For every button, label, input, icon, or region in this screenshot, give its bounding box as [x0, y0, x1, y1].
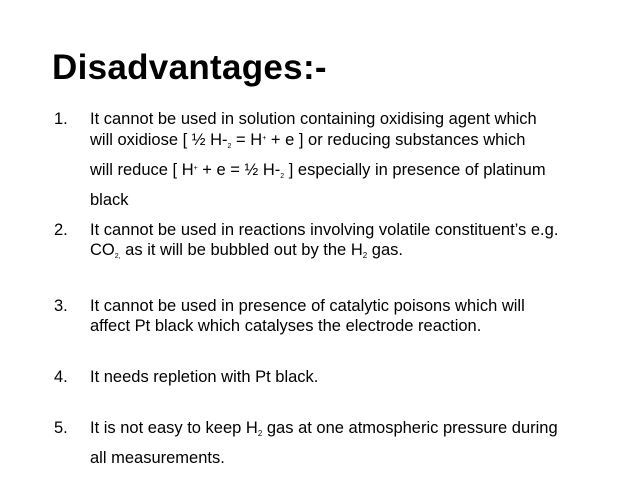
subscript: 2: [227, 143, 232, 150]
item-line: It cannot be used in solution containing oxidising agent which: [90, 110, 537, 128]
item-number: 2.: [54, 221, 68, 239]
item-line: [90, 129, 630, 157]
superscript: +: [193, 165, 198, 172]
item-text: [90, 109, 630, 211]
item-line: It cannot be used in reactions involving volatile constituent’s e.g.: [90, 221, 559, 239]
item-number: 3.: [54, 297, 68, 315]
text-segment: will oxidiose [ ½ H-: [90, 131, 228, 149]
subscript: 2: [280, 173, 285, 180]
item-line: It cannot be used in presence of catalytic poisons which will: [90, 297, 525, 315]
item-line: black: [90, 191, 129, 209]
item-number: 4.: [54, 368, 68, 386]
item-number: 1.: [54, 110, 68, 128]
item-line: affect Pt black which catalyses the electrode reaction.: [90, 317, 482, 335]
item-text: [90, 367, 630, 387]
item-text: [90, 418, 630, 468]
item-line: It needs repletion with Pt black.: [90, 368, 319, 386]
text-segment: gas.: [367, 241, 403, 259]
text-segment: gas at one atmospheric pressure during: [262, 419, 558, 437]
item-line: [90, 157, 630, 189]
text-segment: as it will be bubbled out by the H: [120, 241, 363, 259]
text-segment: + e ] or reducing substances which: [266, 131, 526, 149]
subscript: 2: [257, 429, 263, 438]
text-segment: will reduce [ H: [90, 161, 194, 179]
text-segment: It is not easy to keep H: [90, 419, 258, 437]
subscript: 2: [362, 251, 368, 260]
text-segment: + e = ½ H-: [197, 161, 281, 179]
item-line: all measurements.: [90, 449, 225, 467]
superscript: +: [262, 135, 267, 142]
subscript: 2,: [114, 253, 121, 260]
item-line: [90, 240, 630, 267]
item-text: [90, 296, 630, 336]
slide-title: Disadvantages:-: [52, 48, 327, 87]
item-text: [90, 220, 630, 267]
item-line: [90, 418, 630, 444]
text-segment: = H: [231, 131, 263, 149]
item-number: 5.: [54, 419, 68, 437]
text-segment: ] especially in presence of platinum: [284, 161, 546, 179]
text-segment: CO: [90, 241, 115, 259]
